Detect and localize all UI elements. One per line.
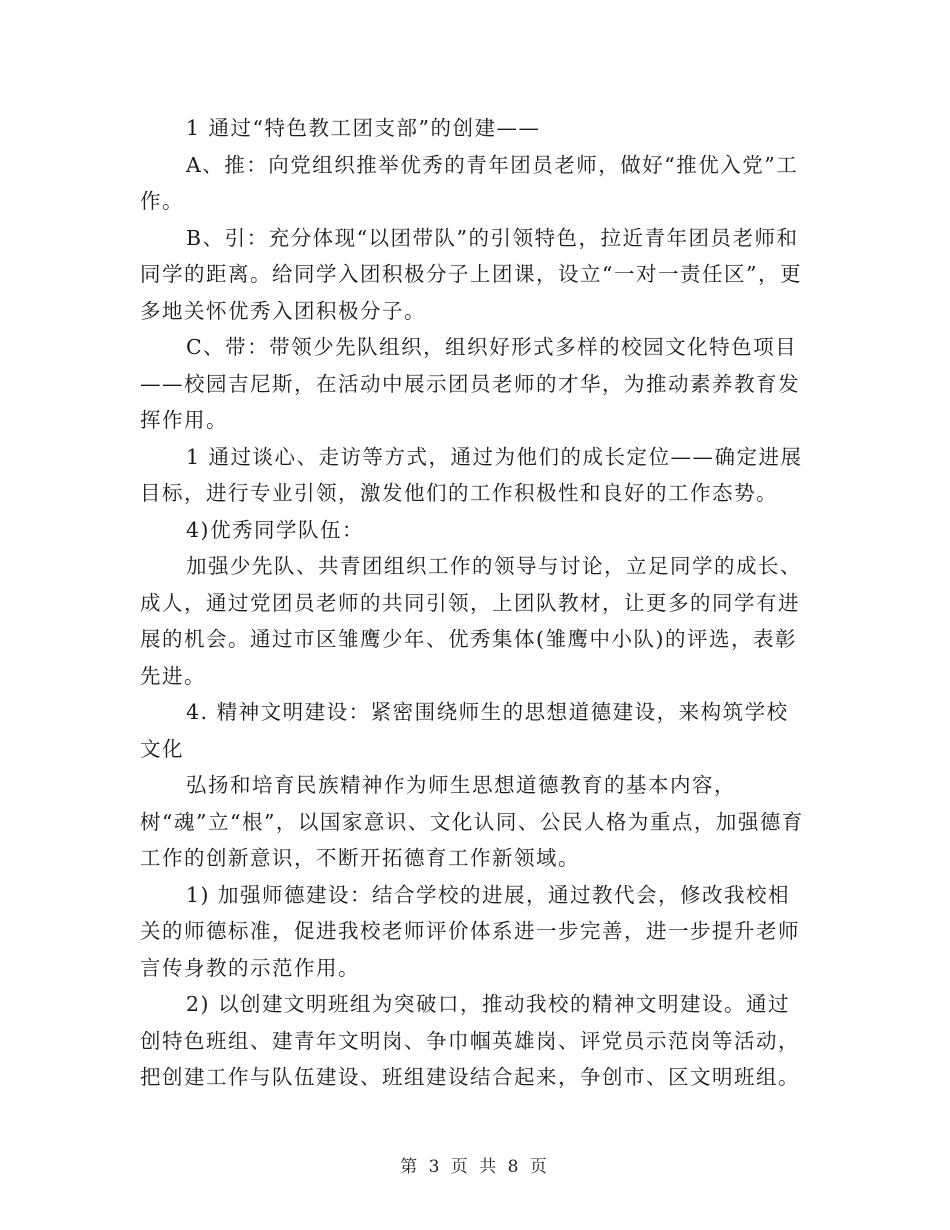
paragraph-3: B、引：充分体现“以团带队”的引领特色，拉近青年团员老师和同学的距离。给同学入团积极分子上团课，设立“一对一责任区”，更多地关怀优秀入团积极分子。 [140,225,802,323]
page-number-footer: 第 3 页 共 8 页 [400,1157,550,1177]
paragraph-11: 2) 以创建文明班组为突破口，推动我校的精神文明建设。通过创特色班组、建青年文明岗、争巾帼英雄岗、评党员示范岗等活动，把创建工作与队伍建设、班组建设结合起来，争创市、区文明班组。 [140,992,800,1089]
paragraph-6: 4)优秀同学队伍： [186,517,365,542]
paragraph-4: C、带：带领少先队组织，组织好形式多样的校园文化特色项目——校园吉尼斯，在活动中展示团员老师的才华，为推动素养教育发挥作用。 [140,335,800,432]
paragraph-8: 4. 精神文明建设：紧密围绕师生的思想道德建设，来构筑学校文化 [140,700,789,761]
document-body [140,110,810,1096]
paragraph-9: 弘扬和培育民族精神作为师生思想道德教育的基本内容，树“魂”立“根”，以国家意识、文化认同、公民人格为重点，加强德育工作的创新意识，不断开拓德育工作新领域。 [140,773,804,870]
paragraph-7: 加强少先队、共青团组织工作的领导与讨论，立足同学的成长、成人，通过党团员老师的共同引领，上团队教材，让更多的同学有进展的机会。通过市区雏鹰少年、优秀集体(雏鹰中小队)的评选，表彰先进。 [140,554,802,688]
paragraph-1: 1 通过“特色教工团支部”的创建—— [186,116,541,140]
paragraph-10: 1) 加强师德建设：结合学校的进展，通过教代会，修改我校相关的师德标准，促进我校老师评价体系进一步完善，进一步提升老师言传身教的示范作用。 [140,882,800,980]
paragraph-5: 1 通过谈心、走访等方式，通过为他们的成长定位——确定进展目标，进行专业引领，激发他们的工作积极性和良好的工作态势。 [140,444,803,505]
paragraph-2: A、推：向党组织推举优秀的青年团员老师，做好“推优入党”工作。 [140,152,799,213]
